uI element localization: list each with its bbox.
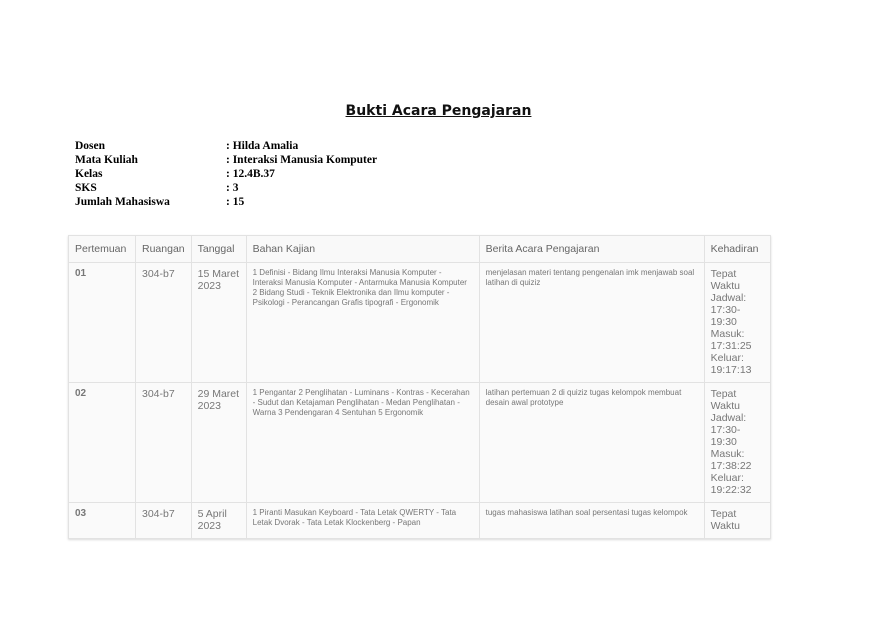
cell-bahan-kajian: 1 Definisi - Bidang Ilmu Interaksi Manusia Komputer - Interaksi Manusia Komputer - Antarmuka Manusia Komputer 2 Bidang Studi - Teknik Elektronika dan Ilmu komputer - Psikologi - Perancangan Grafis tipografi - Ergonomik bbox=[246, 263, 479, 383]
header-pertemuan: Pertemuan bbox=[69, 236, 136, 263]
cell-ruangan: 304-b7 bbox=[136, 503, 192, 539]
cell-bahan-kajian: 1 Piranti Masukan Keyboard - Tata Letak QWERTY - Tata Letak Dvorak - Tata Letak Klockenberg - Papan bbox=[246, 503, 479, 539]
header-bahan-kajian: Bahan Kajian bbox=[246, 236, 479, 263]
kehadiran-line: Waktu bbox=[710, 280, 740, 292]
table-row bbox=[69, 263, 771, 383]
header-berita-acara: Berita Acara Pengajaran bbox=[479, 236, 704, 263]
cell-berita-acara: tugas mahasiswa latihan soal persentasi tugas kelompok bbox=[479, 503, 704, 539]
kehadiran-line: Masuk: bbox=[710, 328, 745, 340]
kehadiran-line: Waktu bbox=[710, 520, 740, 532]
kehadiran-line: Keluar: bbox=[710, 352, 744, 364]
kehadiran-line: 19:30 bbox=[710, 436, 737, 448]
cell-tanggal: 29 Maret 2023 bbox=[191, 383, 246, 503]
meta-value: : Interaksi Manusia Komputer bbox=[226, 154, 378, 166]
meta-row-sks bbox=[75, 181, 377, 195]
cell-bahan-kajian: 1 Pengantar 2 Penglihatan - Luminans - Kontras - Kecerahan - Sudut dan Ketajaman Penglihatan - Medan Penglihatan - Warna 3 Pendengaran 4 Sentuhan 5 Ergonomik bbox=[246, 383, 479, 503]
cell-berita-acara: latihan pertemuan 2 di quiziz tugas kelompok membuat desain awal prototype bbox=[479, 383, 704, 503]
kehadiran-line: 19:17:13 bbox=[710, 364, 752, 376]
meta-row-mata-kuliah bbox=[75, 153, 377, 167]
header-ruangan: Ruangan bbox=[136, 236, 192, 263]
attendance-table bbox=[68, 235, 771, 539]
table-row bbox=[69, 383, 771, 503]
cell-kehadiran bbox=[704, 503, 770, 539]
cell-ruangan: 304-b7 bbox=[136, 383, 192, 503]
kehadiran-line: Jadwal: bbox=[710, 292, 747, 304]
meta-value: : 3 bbox=[226, 182, 239, 194]
header-kehadiran: Kehadiran bbox=[704, 236, 770, 263]
cell-kehadiran bbox=[704, 383, 770, 503]
course-meta bbox=[75, 139, 377, 209]
cell-tanggal: 15 Maret 2023 bbox=[191, 263, 246, 383]
kehadiran-line: Keluar: bbox=[710, 472, 744, 484]
kehadiran-line: 19:22:32 bbox=[710, 484, 752, 496]
meta-value: : 12.4B.37 bbox=[226, 168, 275, 180]
kehadiran-line: 17:31:25 bbox=[710, 340, 752, 352]
meta-value: : Hilda Amalia bbox=[226, 140, 299, 152]
cell-tanggal: 5 April 2023 bbox=[191, 503, 246, 539]
cell-pertemuan: 01 bbox=[69, 263, 136, 383]
kehadiran-line: Jadwal: bbox=[710, 412, 747, 424]
kehadiran-line: Tepat bbox=[710, 268, 737, 280]
cell-pertemuan: 02 bbox=[69, 383, 136, 503]
meta-label: Dosen bbox=[75, 140, 106, 152]
meta-label: SKS bbox=[75, 182, 97, 194]
meta-label: Mata Kuliah bbox=[75, 154, 138, 166]
meta-value: : 15 bbox=[226, 196, 245, 208]
meta-row-dosen bbox=[75, 139, 377, 153]
kehadiran-line: Tepat bbox=[710, 508, 737, 520]
cell-kehadiran bbox=[704, 263, 770, 383]
kehadiran-line: Masuk: bbox=[710, 448, 745, 460]
cell-pertemuan: 03 bbox=[69, 503, 136, 539]
kehadiran-line: 17:30- bbox=[710, 424, 741, 436]
meta-row-kelas bbox=[75, 167, 377, 181]
meta-row-jumlah-mahasiswa bbox=[75, 195, 377, 209]
kehadiran-line: Tepat bbox=[710, 388, 737, 400]
kehadiran-line: 19:30 bbox=[710, 316, 737, 328]
cell-berita-acara: menjelasan materi tentang pengenalan imk menjawab soal latihan di quiziz bbox=[479, 263, 704, 383]
meta-label: Jumlah Mahasiswa bbox=[75, 196, 170, 208]
header-tanggal: Tanggal bbox=[191, 236, 246, 263]
kehadiran-line: 17:38:22 bbox=[710, 460, 752, 472]
kehadiran-line: 17:30- bbox=[710, 304, 741, 316]
document-title: Bukti Acara Pengajaran bbox=[345, 103, 532, 119]
table-row bbox=[69, 503, 771, 539]
meta-label: Kelas bbox=[75, 168, 103, 180]
cell-ruangan: 304-b7 bbox=[136, 263, 192, 383]
kehadiran-line: Waktu bbox=[710, 400, 740, 412]
table-header-row bbox=[69, 236, 771, 263]
